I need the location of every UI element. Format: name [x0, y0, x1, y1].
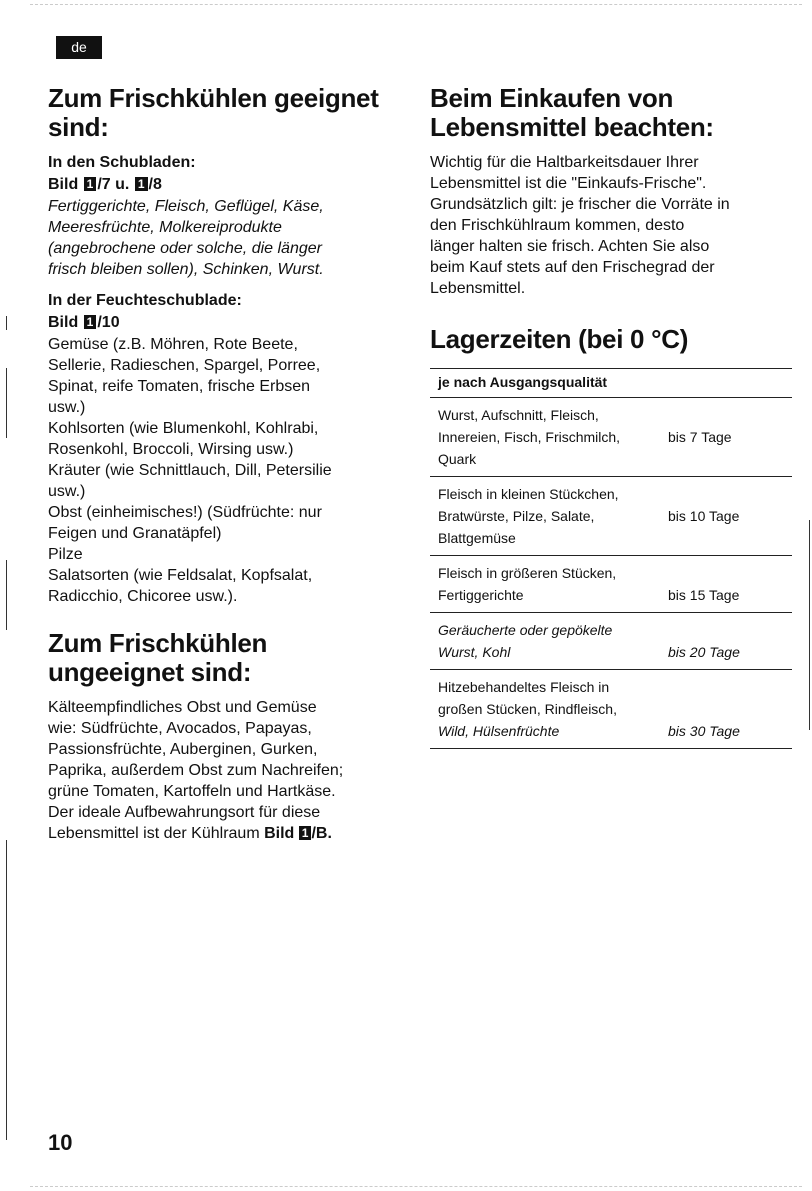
duration-cell: bis 7 Tage	[662, 398, 792, 477]
figure-reference: Bild 1 /7 u. 1 /8	[48, 176, 162, 193]
humid-drawer-heading: In der Feuchteschublade:	[48, 292, 242, 309]
table-row	[430, 670, 792, 749]
duration-cell: bis 30 Tage	[662, 670, 792, 749]
top-rule	[30, 4, 802, 5]
unsuitable-text: Kälteempfindliches Obst und Gemüse wie: Südfrüchte, Avocados, Papayas, Passionsfrüchte, Auberginen, Gurken, Paprika, außerdem Obst zum Nachreifen; grüne Tomaten, Kartoffeln und Hartkäse. Der ideale Aufbewahrungsort für diese Lebensmittel ist der Kühlraum Bild 1 /B.	[48, 699, 344, 842]
section-title-suitable: Zum Frischkühlen geeignet sind:	[48, 83, 379, 142]
drawers-heading: In den Schubladen:	[48, 154, 196, 171]
language-badge: de	[56, 36, 102, 59]
table-header-row	[430, 369, 792, 398]
food-cell: Wurst, Aufschnitt, Fleisch, Innereien, Fisch, Frischmilch, Quark	[430, 398, 662, 477]
duration-cell: bis 10 Tage	[662, 477, 792, 556]
figure-number: 1	[135, 177, 148, 191]
margin-mark	[809, 520, 810, 730]
duration-cell: bis 20 Tage	[662, 613, 792, 670]
table-row	[430, 613, 792, 670]
margin-mark	[6, 560, 7, 630]
food-cell: Geräucherte oder gepökelte Wurst, Kohl	[430, 613, 662, 670]
margin-mark	[6, 840, 7, 1140]
table-row	[430, 556, 792, 613]
left-column	[48, 84, 400, 844]
section-title-shopping: Beim Einkaufen von Lebensmittel beachten:	[430, 83, 714, 142]
table-row	[430, 398, 792, 477]
duration-cell: bis 15 Tage	[662, 556, 792, 613]
drawers-text: Fertiggerichte, Fleisch, Geflügel, Käse, Meeresfrüchte, Molkereiprodukte (angebrochene oder solche, die länger frisch bleiben sollen), Schinken, Wurst.	[48, 198, 324, 278]
food-cell: Fleisch in kleinen Stückchen, Bratwürste, Pilze, Salate, Blattgemüse	[430, 477, 662, 556]
humid-drawer-text: Gemüse (z.B. Möhren, Rote Beete, Sellerie, Radieschen, Spargel, Porree, Spinat, reife Tomaten, frische Erbsen usw.) Kohlsorten (wie Blumenkohl, Kohlrabi, Rosenkohl, Broccoli, Wirsing usw.) Kräuter (wie Schnittlauch, Dill, Petersilie usw.) Obst (einheimisches!) (Südfrüchte: nur Feigen und Granatäpfel) Pilze Salatsorten (wie Feldsalat, Kopfsalat, Radicchio, Chicoree usw.).	[48, 336, 332, 605]
right-column	[430, 84, 792, 749]
section-title-storage: Lagerzeiten (bei 0 °C)	[430, 324, 689, 354]
figure-number: 1	[84, 177, 97, 191]
figure-number: 1	[299, 826, 312, 840]
table-header: je nach Ausgangsqualität	[430, 369, 792, 398]
figure-number: 1	[84, 315, 97, 329]
figure-reference: Bild 1 /10	[48, 314, 120, 331]
shopping-text: Wichtig für die Haltbarkeitsdauer Ihrer Lebensmittel ist die "Einkaufs-Frische". Grundsätzlich gilt: je frischer die Vorräte in den Frischkühlraum kommen, desto länger halten sie frisch. Achten Sie also beim Kauf stets auf den Frischegrad der Lebensmittel.	[430, 154, 730, 297]
food-cell: Fleisch in größeren Stücken, Fertiggerichte	[430, 556, 662, 613]
section-title-unsuitable: Zum Frischkühlen ungeeignet sind:	[48, 628, 268, 687]
margin-mark	[6, 368, 7, 438]
margin-mark	[6, 316, 7, 330]
food-cell: Hitzebehandeltes Fleisch in großen Stücken, Rindfleisch, Wild, Hülsenfrüchte	[430, 670, 662, 749]
table-row	[430, 477, 792, 556]
bottom-rule	[30, 1186, 802, 1187]
storage-table	[430, 368, 792, 749]
page-number: 10	[48, 1130, 73, 1155]
